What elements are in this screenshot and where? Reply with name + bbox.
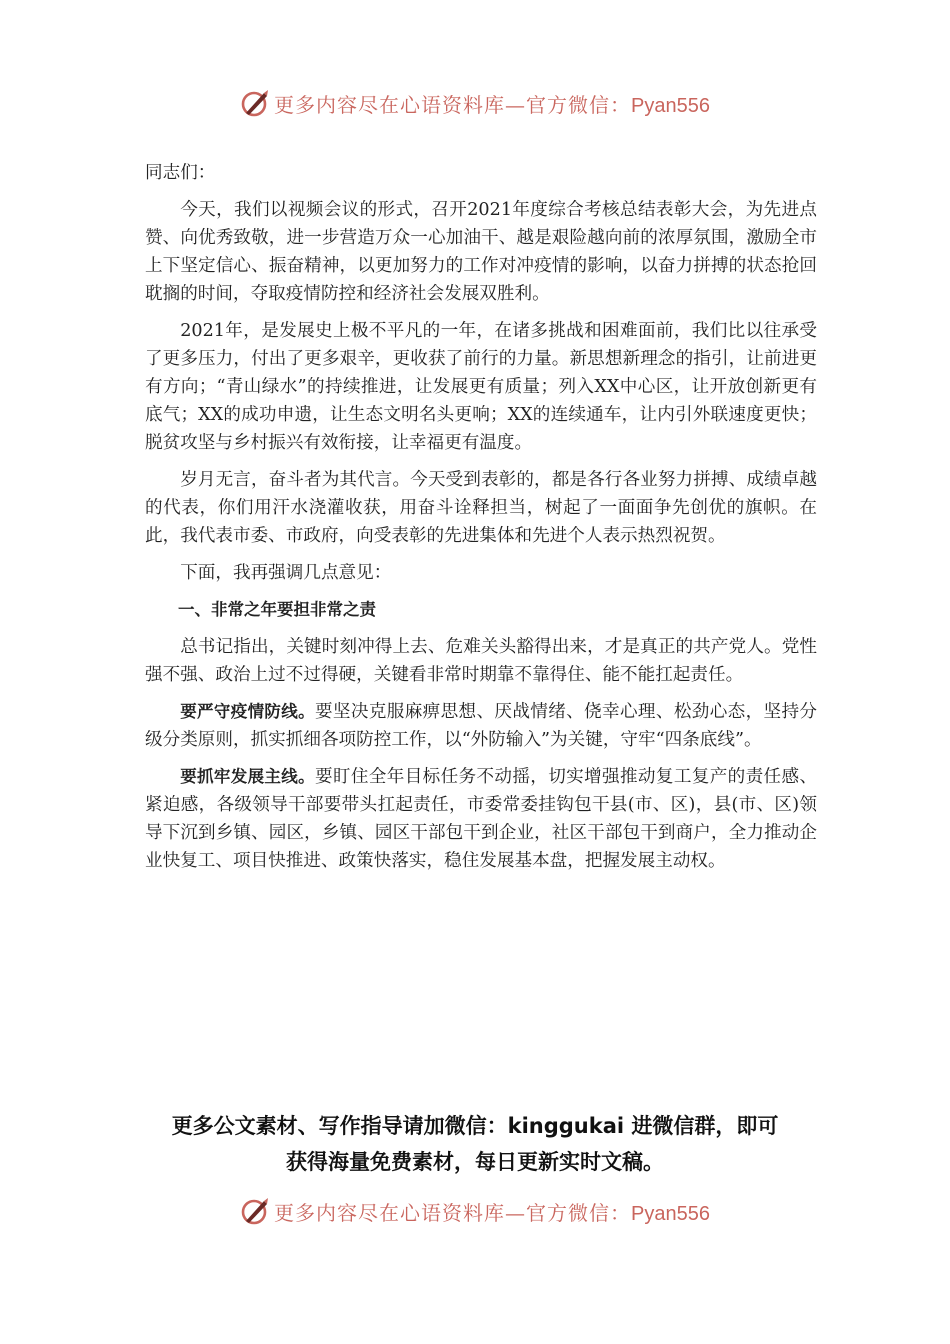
promo-line-1: 更多公文素材、写作指导请加微信：kinggukai 进微信群，即可	[171, 1114, 779, 1138]
document-body	[145, 159, 817, 875]
paragraph-opening: 今天，我们以视频会议的形式，召开2021年度综合考核总结表彰大会，为先进点赞、向优秀致敬，进一步营造万众一心加油干、越是艰险越向前的浓厚氛围，激励全市上下坚定信心、振奋精神，以更加努力的工作对冲疫情的影响，以奋力拼搏的状态抢回耽搁的时间，夺取疫情防控和经济社会发展双胜利。	[145, 200, 817, 304]
pen-logo-icon	[240, 88, 270, 118]
paragraph-transition: 下面，我再强调几点意见：	[180, 563, 392, 583]
header-banner	[0, 83, 950, 123]
lead-epidemic-defense: 要严守疫情防线。	[180, 702, 315, 721]
paragraph-development: 要抓牢发展主线。要盯住全年目标任务不动摇，切实增强推动复工复产的责任感、紧迫感，各级领导干部要带头扛起责任，市委常委挂钩包干县(市、区)，县(市、区)领导下沉到乡镇、园区，乡镇、园区干部包干到企业，社区干部包干到商户，全力推动企业快复工、项目快推进、政策快落实，稳住发展基本盘，把握发展主动权。	[145, 767, 818, 871]
paragraph-epidemic-defense: 要严守疫情防线。要坚决克服麻痹思想、厌战情绪、侥幸心理、松劲心态，坚持分级分类原则，抓实抓细各项防控工作，以“外防输入”为关键，守牢“四条底线”。	[145, 702, 818, 750]
banner-text: 更多内容尽在心语资料库—官方微信：Pyan556	[274, 92, 710, 117]
promo-notice	[0, 1108, 950, 1180]
lead-development: 要抓牢发展主线。	[180, 767, 315, 786]
paragraph-congratulations: 岁月无言，奋斗者为其代言。今天受到表彰的，都是各行各业努力拼搏、成绩卓越的代表，你们用汗水浇灌收获，用奋斗诠释担当，树起了一面面争先创优的旗帜。在此，我代表市委、市政府，向受表彰的先进集体和先进个人表示热烈祝贺。	[145, 470, 817, 546]
section-heading-1: 一、非常之年要担非常之责	[178, 600, 376, 619]
paragraph-responsibility: 总书记指出，关键时刻冲得上去、危难关头豁得出来，才是真正的共产党人。党性强不强、政治上过不过得硬，关键看非常时期靠不靠得住、能不能扛起责任。	[145, 637, 817, 685]
promo-line-2: 获得海量免费素材，每日更新实时文稿。	[286, 1150, 664, 1174]
pen-logo-icon	[240, 1196, 270, 1226]
banner-text: 更多内容尽在心语资料库—官方微信：Pyan556	[274, 1200, 710, 1225]
greeting: 同志们：	[145, 163, 216, 183]
paragraph-2021-review: 2021年，是发展史上极不平凡的一年，在诸多挑战和困难面前，我们比以往承受了更多压力，付出了更多艰辛，更收获了前行的力量。新思想新理念的指引，让前进更有方向；“青山绿水”的持续推进，让发展更有质量；列入XX中心区，让开放创新更有底气；XX的成功申遗，让生态文明名头更响；XX的连续通车，让内引外联速度更快；脱贫攻坚与乡村振兴有效衔接，让幸福更有温度。	[145, 321, 817, 453]
footer-banner	[0, 1191, 950, 1231]
